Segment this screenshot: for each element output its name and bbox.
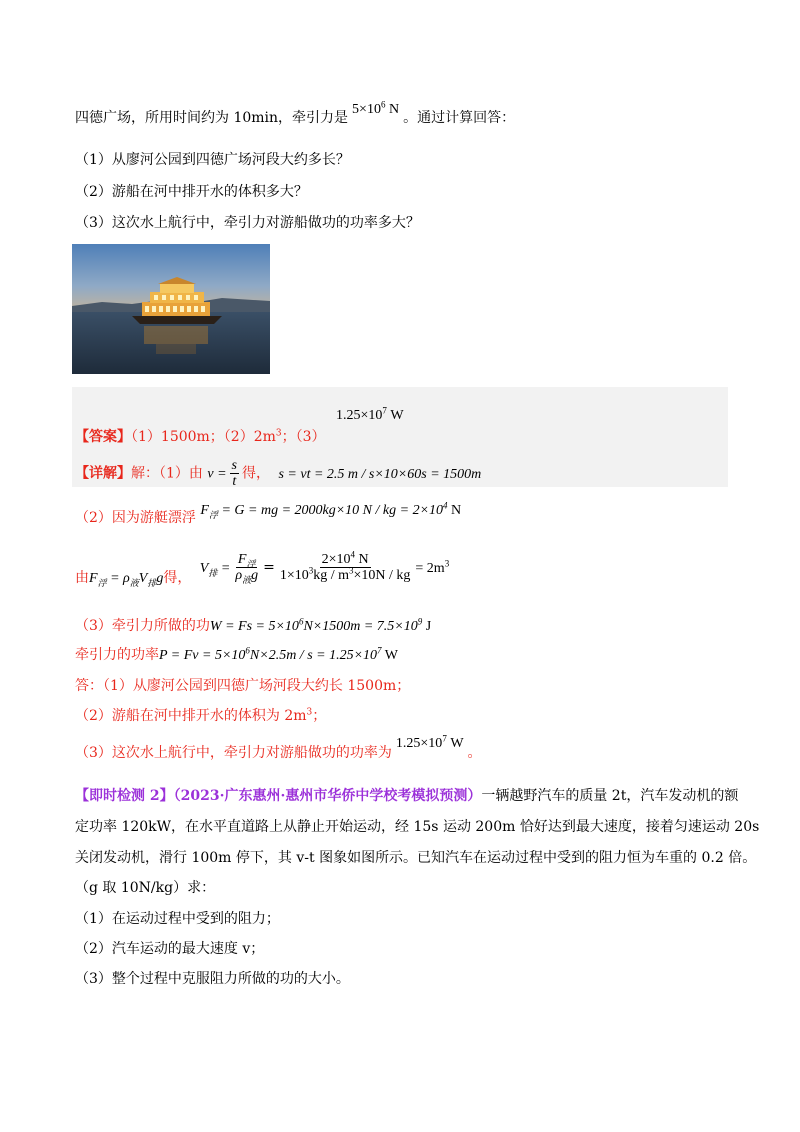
problem2-source: （2023·广东惠州·惠州市华侨中学校考模拟预测）	[173, 788, 482, 804]
detail-step2-pre: （2）因为游艇漂浮	[75, 510, 196, 526]
detail-step3-mid: 得，	[163, 569, 192, 586]
problem2-q2: （2）汽车运动的最大速度 v；	[75, 941, 265, 957]
detail-answer-3: （3）这次水上航行中，牵引力对游船做功的功率为$1.25\times 10^7$ W。	[75, 733, 482, 761]
archimedes-formula: $F_浮 = \rho_液V_排g$	[89, 570, 164, 588]
problem2-line3: 关闭发动机，滑行 100m 停下，其 v-t 图象如图所示。已知汽车在运动过程中受到的阻力恒为车重的 0.2 倍。	[75, 850, 757, 866]
volume-fraction-1: $\frac{F_浮}{\rho_液g}$	[235, 552, 259, 585]
velocity-fraction: $\frac{s}{t}$	[231, 458, 237, 489]
detail-step3-pre: 由	[75, 569, 89, 586]
work-equation: $W = Fs = 5\times 10^6N\times 1500m = 7.5\times 10^9$ J	[209, 616, 432, 634]
boat-photo-svg	[72, 244, 270, 374]
answer-exp: 3	[275, 428, 282, 439]
detail-step3: 由$F_浮 = \rho_液V_排g$得， $V_排$ = $\frac{F_浮}{\rho_液g}$ = $\frac{2\times 10^4 N}{1\times 10^3kg / m^3\times 10N / kg}$ = $2m^3$	[75, 549, 450, 588]
volume-fraction-2: $\frac{2\times 10^4 N}{1\times 10^3kg / m^3\times 10N / kg}$	[279, 549, 411, 583]
problem2-line2: 定功率 120kW，在水平直道路上从静止开始运动，经 15s 运动 200m 恰好达到最大速度，接着匀速运动 20s	[75, 819, 760, 835]
detail-step4-pre: （3）牵引力所做的功	[75, 618, 210, 634]
power-equation: $P = Fv = 5\times 10^6N\times 2.5m / s = 1.25\times 10^7$ W	[159, 645, 399, 663]
detail-step1-mid: 得，	[242, 465, 270, 482]
detail-label: 【详解】	[75, 465, 131, 482]
problem1-q1: （1）从廖河公园到四德广场河段大约多长？	[75, 152, 350, 168]
detail-step1	[75, 458, 481, 489]
detail-step2	[75, 500, 462, 526]
answer-power: $1.25\times 10^7$ W	[336, 405, 404, 423]
velocity-formula: v =	[207, 466, 227, 482]
problem1-intro	[75, 99, 516, 129]
detail-answer-2: （2）游船在河中排开水的体积为 $2m^3$；	[75, 707, 327, 724]
answer-text-b: ；（3）	[281, 429, 326, 445]
intro-text-b: 。通过计算回答：	[403, 110, 516, 126]
problem2-line4: （g 取 10N/kg）求：	[75, 880, 216, 896]
problem1-q2: （2）游船在河中排开水的体积多大？	[75, 184, 308, 200]
detail-step5	[75, 645, 398, 666]
problem2-line1	[75, 786, 738, 806]
problem2-q1: （1）在运动过程中受到的阻力；	[75, 911, 280, 927]
detail-step5-pre: 牵引力的功率	[75, 647, 159, 663]
answer-label: 【答案】	[75, 429, 131, 445]
detail-answer-3-power: $1.25\times 10^7$ W	[395, 733, 464, 751]
problem2-l1: 一辆越野汽车的质量 2t，汽车发动机的额	[481, 788, 739, 804]
volume-result: = $2m^3$	[415, 557, 450, 576]
problem1-q3: （3）这次水上航行中，牵引力对游船做功的功率多大？	[75, 215, 420, 231]
detail-step4	[75, 616, 431, 637]
problem2-label: 【即时检测 2】	[75, 788, 174, 804]
intro-text-a: 四德广场，所用时间约为 10min，牵引力是	[75, 110, 349, 126]
answer-text: （1）1500m；（2）2m	[131, 429, 276, 445]
detail-answer-1: 答：（1）从廖河公园到四德广场河段大约长 1500m；	[75, 678, 411, 694]
detail-step1-pre: 解：（1）由	[131, 465, 203, 482]
buoyancy-equation: $F_浮 = G$ = mg = 2000kg×10 N / kg = $2\times 10^4$ N	[200, 500, 462, 520]
problem2-q3: （3）整个过程中克服阻力所做的功的大小。	[75, 971, 350, 987]
volume-lhs: $V_排$ =	[199, 560, 231, 578]
boat-photo	[72, 244, 270, 374]
answer-line	[75, 405, 404, 448]
force-value: $5\times 10^6$ N	[352, 99, 400, 117]
distance-equation: s = vt = 2.5 m / s×10×60s = 1500m	[278, 466, 482, 482]
